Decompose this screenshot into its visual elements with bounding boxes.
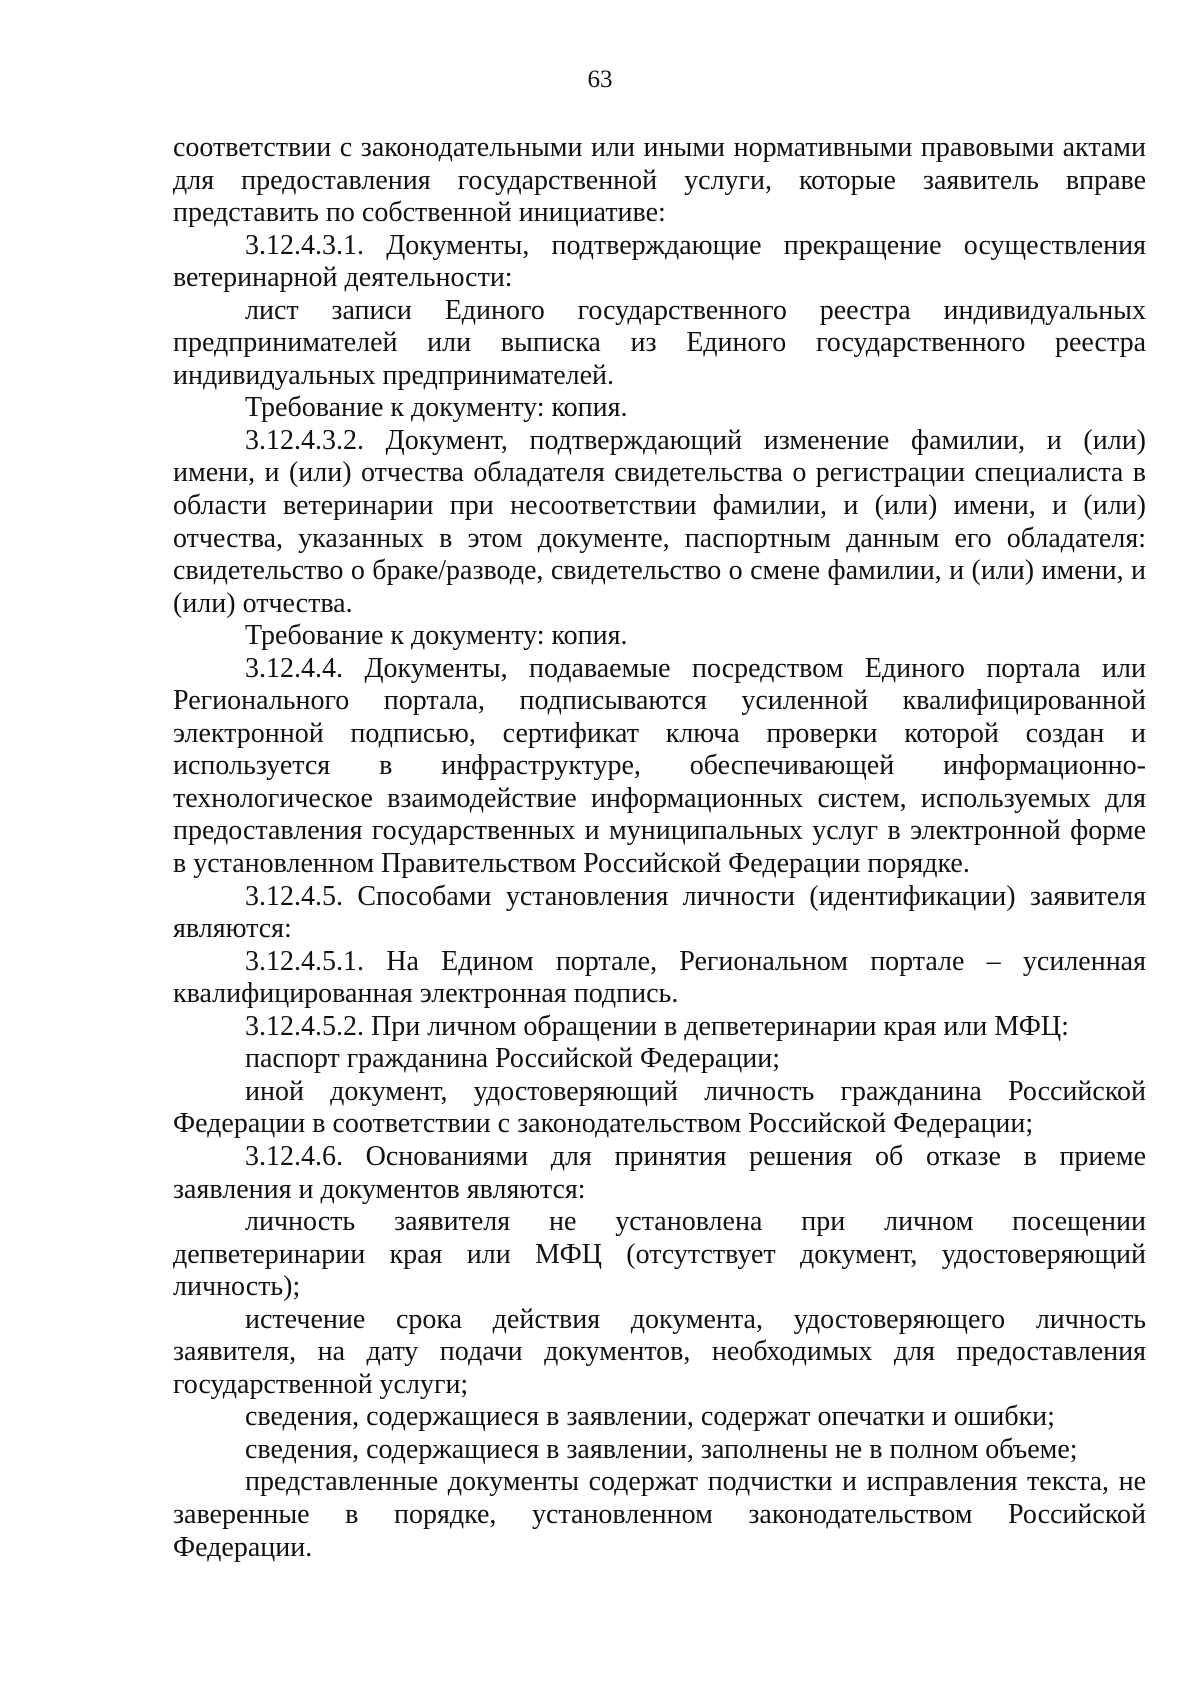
- paragraph-3-12-4-5: 3.12.4.5. Способами установления личности (идентификации) заявителя являются:: [173, 880, 1146, 945]
- document-body: [173, 132, 1146, 1564]
- paragraph-requirement-copy-2: Требование к документу: копия.: [245, 620, 628, 652]
- paragraph-3-12-4-3-2: 3.12.4.3.2. Документ, подтверждающий изменение фамилии, и (или) имени, и (или) отчества обладателя свидетельства о регистрации специалиста в области ветеринарии при несоответствии фамилии, и (или) имени, и (или) отчества, указанных в этом документе, паспортным данным его обладателя: свидетельство о браке/разводе, свидетельство о смене фамилии, и (или) имени, и (или) отчества.: [173, 424, 1146, 619]
- paragraph-3-12-4-6: 3.12.4.6. Основаниями для принятия решения об отказе в приеме заявления и документов являются:: [173, 1140, 1146, 1205]
- paragraph-egrip-list: лист записи Единого государственного реестра индивидуальных предпринимателей или выписка из Единого государственного реестра индивидуальных предпринимателей.: [173, 294, 1146, 391]
- paragraph-3-12-4-4: 3.12.4.4. Документы, подаваемые посредством Единого портала или Регионального портала, подписываются усиленной квалифицированной электронной подписью, сертификат ключа проверки которой создан и используется в инфраструктуре, обеспечивающей информационно-технологическое взаимодействие информационных систем, используемых для предоставления государственных и муниципальных услуг в электронной форме в установленном Правительством Российской Федерации порядке.: [173, 652, 1146, 880]
- paragraph-3-12-4-5-1: 3.12.4.5.1. На Едином портале, Региональном портале – усиленная квалифицированная электронная подпись.: [173, 945, 1146, 1010]
- paragraph-refusal-typos: сведения, содержащиеся в заявлении, содержат опечатки и ошибки;: [245, 1401, 1055, 1433]
- paragraph-3-12-4-5-2: 3.12.4.5.2. При личном обращении в депветеринарии края или МФЦ:: [245, 1010, 1069, 1042]
- paragraph-3-12-4-3-1: 3.12.4.3.1. Документы, подтверждающие прекращение осуществления ветеринарной деятельности:: [173, 229, 1146, 294]
- paragraph-continuation: соответствии с законодательными или иными нормативными правовыми актами для предоставления государственной услуги, которые заявитель вправе представить по собственной инициативе:: [173, 132, 1146, 229]
- paragraph-refusal-incomplete: сведения, содержащиеся в заявлении, заполнены не в полном объеме;: [245, 1433, 1078, 1465]
- paragraph-other-identity-document: иной документ, удостоверяющий личность гражданина Российской Федерации в соответствии с законодательством Российской Федерации;: [173, 1075, 1146, 1140]
- paragraph-refusal-document-expired: истечение срока действия документа, удостоверяющего личность заявителя, на дату подачи документов, необходимых для предоставления государственной услуги;: [173, 1303, 1146, 1400]
- paragraph-refusal-identity-not-established: личность заявителя не установлена при личном посещении депветеринарии края или МФЦ (отсутствует документ, удостоверяющий личность);: [173, 1206, 1146, 1303]
- paragraph-requirement-copy-1: Требование к документу: копия.: [245, 392, 628, 424]
- page-number: 63: [587, 66, 613, 93]
- paragraph-refusal-erasures: представленные документы содержат подчистки и исправления текста, не заверенные в порядке, установленном законодательством Российской Федерации.: [173, 1466, 1146, 1563]
- paragraph-passport: паспорт гражданина Российской Федерации;: [245, 1043, 781, 1075]
